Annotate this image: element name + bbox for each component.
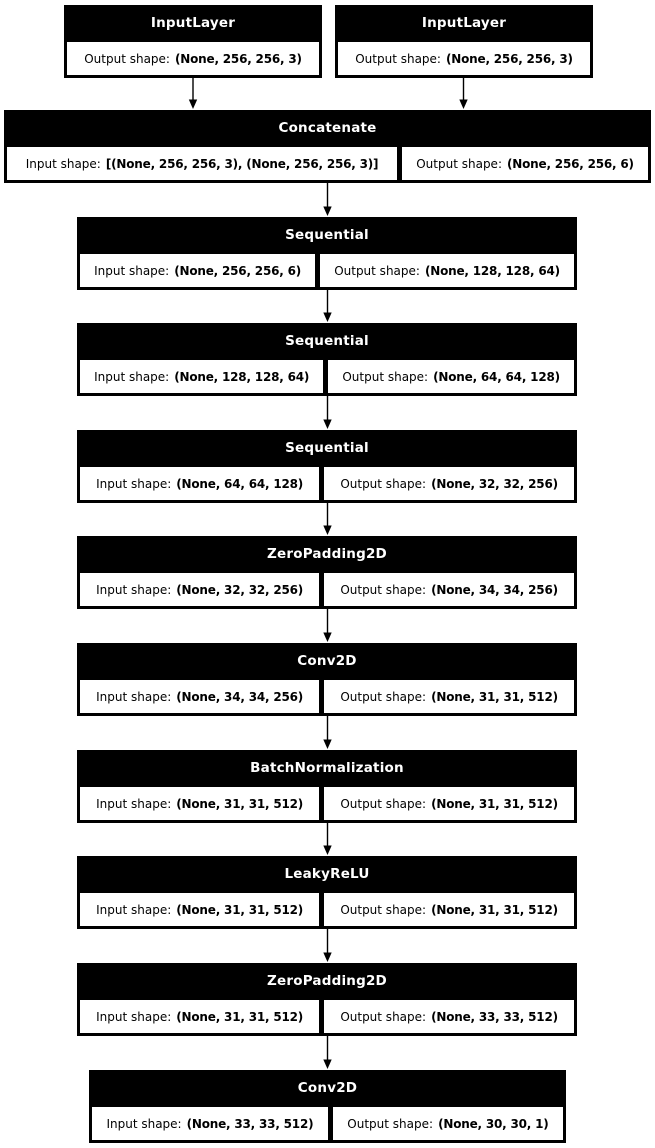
output-shape-value: (None, 64, 64, 128) <box>433 369 560 384</box>
input-shape-value: (None, 128, 128, 64) <box>174 369 310 384</box>
edge-arrow <box>323 823 331 855</box>
layer-node-zero-padding-2d-1 <box>77 536 577 609</box>
output-shape-value: (None, 31, 31, 512) <box>431 796 558 811</box>
output-shape-cell <box>323 999 575 1034</box>
output-shape-value: (None, 34, 34, 256) <box>431 582 558 597</box>
layer-type-label: Conv2D <box>297 653 357 669</box>
input-shape-value: (None, 64, 64, 128) <box>176 476 304 491</box>
layer-type-label: Conv2D <box>297 1080 358 1096</box>
layer-shape-row <box>64 41 322 78</box>
layer-shape-row <box>77 359 577 396</box>
output-shape-cell <box>323 572 575 607</box>
output-shape-label: Output shape: <box>340 1009 427 1024</box>
input-shape-cell <box>79 786 320 821</box>
layer-type-label: ZeroPadding2D <box>267 546 387 562</box>
edge-arrow <box>323 290 331 322</box>
output-shape-cell <box>337 41 591 76</box>
edge-arrow <box>323 183 331 216</box>
output-shape-cell <box>323 786 575 821</box>
layer-shape-row <box>77 679 577 716</box>
layer-type-label: Sequential <box>285 333 369 349</box>
output-shape-label: Output shape: <box>340 796 427 811</box>
output-shape-label: Output shape: <box>84 51 170 66</box>
edge-arrow <box>323 396 331 429</box>
input-shape-label: Input shape: <box>96 902 172 917</box>
edge-arrow <box>323 1036 331 1069</box>
input-shape-value: (None, 32, 32, 256) <box>176 582 304 597</box>
output-shape-label: Output shape: <box>342 369 429 384</box>
input-shape-cell <box>79 253 316 288</box>
output-shape-value: (None, 31, 31, 512) <box>431 902 558 917</box>
input-shape-value: (None, 34, 34, 256) <box>176 689 304 704</box>
layer-type-label: InputLayer <box>150 15 236 31</box>
output-shape-label: Output shape: <box>340 582 427 597</box>
edge-arrow <box>189 78 197 109</box>
input-shape-cell <box>91 1106 329 1141</box>
input-shape-cell <box>79 999 320 1034</box>
layer-node-batch-normalization <box>77 750 577 823</box>
layer-shape-row <box>89 1106 566 1143</box>
input-shape-label: Input shape: <box>96 689 172 704</box>
output-shape-cell <box>323 466 575 501</box>
layer-type-label: BatchNormalization <box>250 760 404 776</box>
edge-arrow <box>323 609 331 642</box>
input-shape-cell <box>6 146 398 181</box>
input-shape-value: (None, 31, 31, 512) <box>176 796 304 811</box>
input-shape-cell <box>79 892 320 927</box>
layer-shape-row <box>77 786 577 823</box>
output-shape-value: (None, 128, 128, 64) <box>424 263 560 278</box>
layer-shape-row <box>77 466 577 503</box>
layer-node-sequential-3 <box>77 430 577 503</box>
output-shape-cell <box>319 253 575 288</box>
output-shape-cell <box>327 359 575 394</box>
layer-shape-row <box>77 572 577 609</box>
output-shape-value: (None, 30, 30, 1) <box>438 1116 549 1131</box>
output-shape-label: Output shape: <box>334 263 420 278</box>
layer-node-input-layer-1 <box>64 5 322 78</box>
output-shape-label: Output shape: <box>355 51 441 66</box>
layer-type-label: Sequential <box>285 227 369 243</box>
layer-shape-row <box>77 999 577 1036</box>
output-shape-value: (None, 31, 31, 512) <box>431 689 558 704</box>
edge-arrow <box>323 716 331 749</box>
output-shape-value: (None, 33, 33, 512) <box>431 1009 558 1024</box>
layer-node-input-layer-2 <box>335 5 593 78</box>
input-shape-value: (None, 31, 31, 512) <box>176 1009 304 1024</box>
layer-node-zero-padding-2d-2 <box>77 963 577 1036</box>
layer-shape-row <box>4 146 651 183</box>
output-shape-value: (None, 256, 256, 3) <box>445 51 573 66</box>
input-shape-label: Input shape: <box>96 476 172 491</box>
input-shape-cell <box>79 466 320 501</box>
input-shape-label: Input shape: <box>96 582 172 597</box>
output-shape-value: (None, 256, 256, 6) <box>507 156 634 171</box>
output-shape-cell <box>323 679 575 714</box>
output-shape-value: (None, 32, 32, 256) <box>431 476 558 491</box>
edge-arrow <box>323 503 331 535</box>
output-shape-label: Output shape: <box>340 902 427 917</box>
layer-type-label: Sequential <box>285 440 369 456</box>
input-shape-cell <box>79 359 324 394</box>
output-shape-label: Output shape: <box>340 689 427 704</box>
output-shape-label: Output shape: <box>340 476 427 491</box>
input-shape-value: (None, 256, 256, 6) <box>174 263 302 278</box>
layer-shape-row <box>335 41 593 78</box>
output-shape-cell <box>66 41 320 76</box>
input-shape-value: [(None, 256, 256, 3), (None, 256, 256, 3)] <box>105 156 379 171</box>
layer-type-label: LeakyReLU <box>284 866 370 882</box>
output-shape-value: (None, 256, 256, 3) <box>174 51 302 66</box>
layer-node-concatenate <box>4 110 651 183</box>
input-shape-label: Input shape: <box>25 156 101 171</box>
input-shape-label: Input shape: <box>96 796 172 811</box>
input-shape-label: Input shape: <box>106 1116 182 1131</box>
output-shape-cell <box>401 146 649 181</box>
output-shape-cell <box>323 892 575 927</box>
output-shape-label: Output shape: <box>416 156 502 171</box>
layer-node-leaky-relu <box>77 856 577 929</box>
edge-arrow <box>323 929 331 962</box>
layer-shape-row <box>77 892 577 929</box>
edge-arrow <box>459 78 467 109</box>
input-shape-cell <box>79 572 320 607</box>
layer-type-label: Concatenate <box>278 120 377 136</box>
input-shape-label: Input shape: <box>94 263 170 278</box>
layer-node-sequential-1 <box>77 217 577 290</box>
input-shape-cell <box>79 679 320 714</box>
layer-node-sequential-2 <box>77 323 577 396</box>
output-shape-cell <box>332 1106 564 1141</box>
layer-node-conv2d-2 <box>89 1070 566 1143</box>
layer-node-conv2d-1 <box>77 643 577 716</box>
input-shape-value: (None, 31, 31, 512) <box>176 902 304 917</box>
input-shape-label: Input shape: <box>94 369 170 384</box>
input-shape-label: Input shape: <box>96 1009 172 1024</box>
output-shape-label: Output shape: <box>347 1116 434 1131</box>
layer-type-label: InputLayer <box>421 15 507 31</box>
layer-type-label: ZeroPadding2D <box>267 973 387 989</box>
layer-shape-row <box>77 253 577 290</box>
input-shape-value: (None, 33, 33, 512) <box>186 1116 314 1131</box>
